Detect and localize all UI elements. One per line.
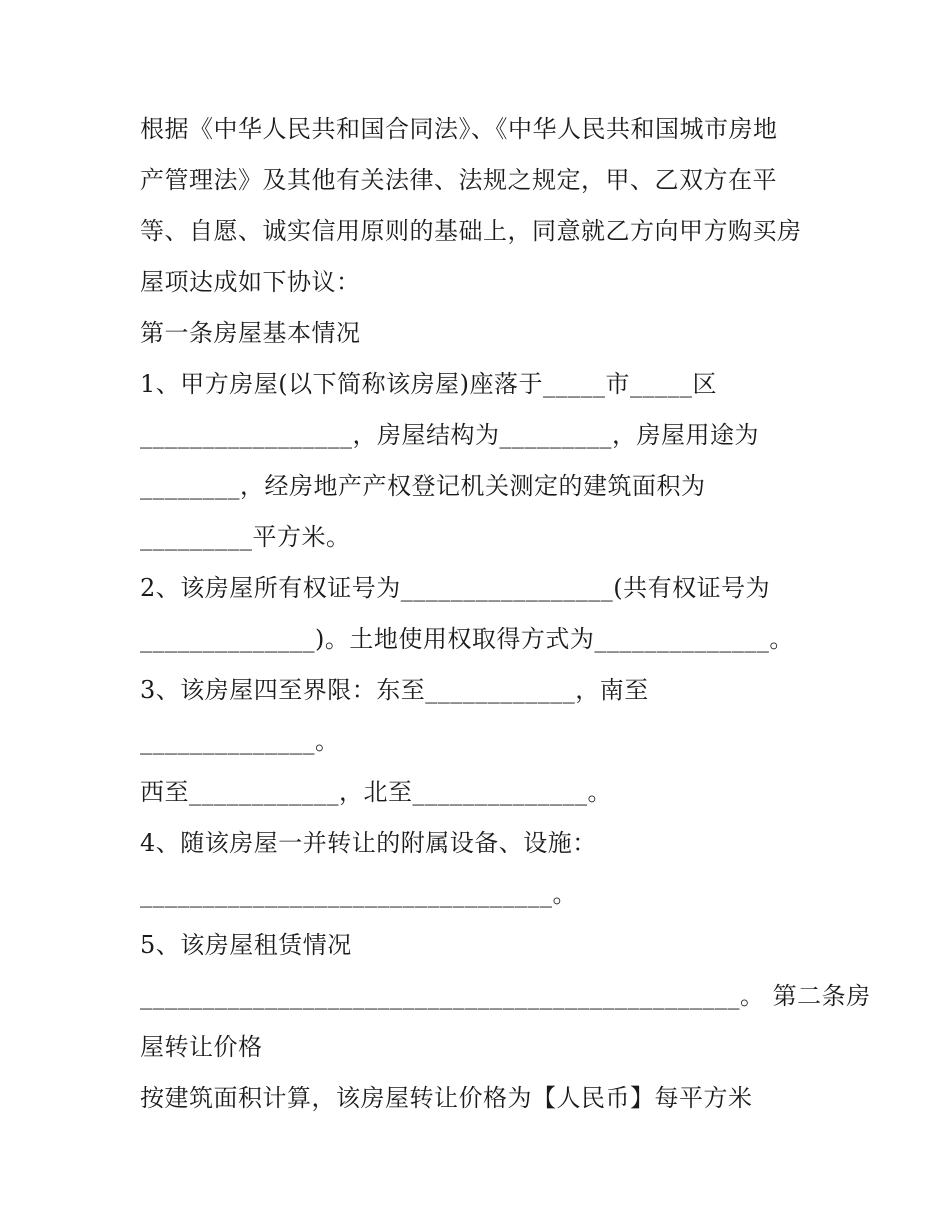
text-line: ______________)。土地使用权取得方式为______________。 xyxy=(140,625,794,653)
document-body xyxy=(140,104,871,1124)
text-line: _________________________________。 xyxy=(140,880,577,908)
text-line: ________，经房地产产权登记机关测定的建筑面积为 xyxy=(140,472,706,500)
text-line: 4、随该房屋一并转让的附属设备、设施： xyxy=(140,829,597,857)
text-line: _________平方米。 xyxy=(140,523,351,551)
section-heading-1: 第一条房屋基本情况 xyxy=(140,319,361,347)
text-line: 西至____________，北至______________。 xyxy=(140,778,612,806)
text-line: 5、该房屋租赁情况 xyxy=(140,931,352,959)
text-line: 1、甲方房屋(以下简称该房屋)座落于_____市_____区 xyxy=(140,370,717,398)
text-line: ______________。 xyxy=(140,727,340,755)
text-line: 根据《中华人民共和国合同法》、《中华人民共和国城市房地 xyxy=(140,115,778,143)
text-line: 2、该房屋所有权证号为_________________(共有权证号为 xyxy=(140,574,771,602)
text-line: ________________________________________________。 第二条房 xyxy=(140,982,871,1010)
text-line: _________________，房屋结构为_________，房屋用途为 xyxy=(140,421,759,449)
text-line: 按建筑面积计算，该房屋转让价格为【人民币】每平方米 xyxy=(140,1084,753,1112)
text-line: 屋项达成如下协议： xyxy=(140,268,361,296)
text-line: 等、自愿、诚实信用原则的基础上，同意就乙方向甲方购买房 xyxy=(140,217,802,245)
section-heading-2: 屋转让价格 xyxy=(140,1033,263,1061)
text-line: 3、该房屋四至界限：东至____________，南至 xyxy=(140,676,649,704)
text-line: 产管理法》及其他有关法律、法规之规定，甲、乙双方在平 xyxy=(140,166,777,194)
